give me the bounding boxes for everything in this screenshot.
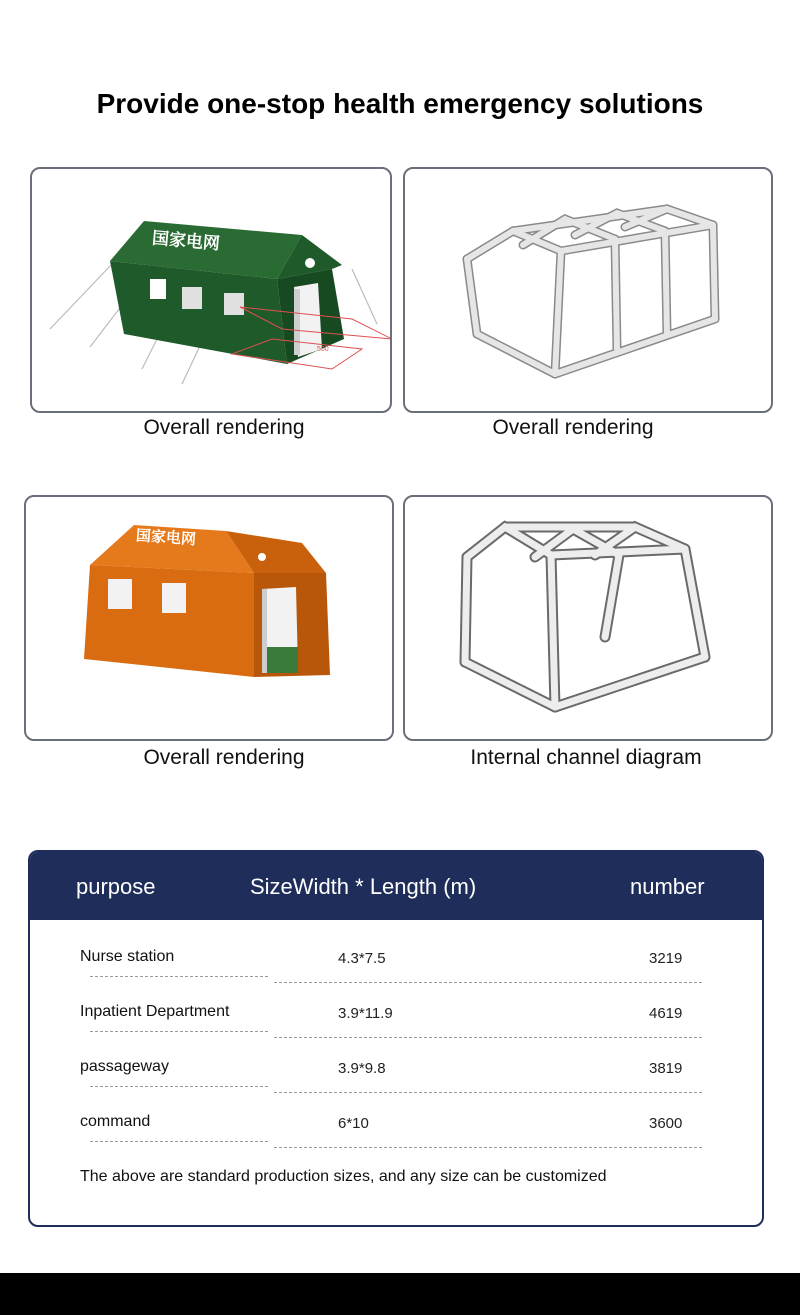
row-purpose: command [80, 1113, 151, 1130]
caption-orange-tent: Overall rendering [143, 746, 305, 769]
header-purpose: purpose [76, 874, 156, 899]
row-divider [90, 1031, 268, 1032]
row-size: 4.3*7.5 [338, 950, 386, 967]
size-table [28, 850, 764, 1227]
image-card-green-tent [30, 167, 392, 413]
row-divider [274, 1147, 702, 1148]
caption-internal-channel: Internal channel diagram [470, 746, 702, 769]
row-purpose: Nurse station [80, 948, 175, 965]
row-number: 3819 [649, 1060, 683, 1077]
image-card-short-frame [403, 495, 773, 741]
table-note: The above are standard production sizes, and any size can be customized [80, 1168, 607, 1185]
svg-text:500: 500 [317, 346, 329, 353]
long-frame-image [405, 169, 771, 411]
caption-green-tent: Overall rendering [143, 416, 305, 439]
row-size: 3.9*9.8 [338, 1060, 386, 1077]
table-row [30, 1058, 762, 1112]
row-number: 3219 [649, 950, 683, 967]
row-purpose: Inpatient Department [80, 1003, 230, 1020]
tent-lettering: 国家电网 [151, 228, 221, 255]
row-purpose: passageway [80, 1058, 169, 1075]
row-divider [274, 982, 702, 983]
row-divider [274, 1092, 702, 1093]
table-row [30, 948, 762, 1002]
green-tent-image [32, 169, 390, 411]
row-divider [90, 1086, 268, 1087]
row-number: 4619 [649, 1005, 683, 1022]
row-divider [90, 1141, 268, 1142]
bottom-bar [0, 1273, 800, 1315]
orange-tent-image [26, 497, 392, 739]
caption-long-frame: Overall rendering [492, 416, 654, 439]
page-headline: Provide one-stop health emergency solutions [96, 88, 704, 119]
tent-lettering-orange: 国家电网 [135, 526, 197, 549]
table-header [30, 852, 762, 920]
table-row [30, 1113, 762, 1167]
image-card-long-frame [403, 167, 773, 413]
row-size: 6*10 [338, 1115, 369, 1132]
header-size: SizeWidth * Length (m) [250, 874, 477, 899]
row-divider [90, 976, 268, 977]
row-size: 3.9*11.9 [338, 1005, 393, 1022]
row-divider [274, 1037, 702, 1038]
row-number: 3600 [649, 1115, 683, 1132]
table-row [30, 1003, 762, 1057]
image-card-orange-tent [24, 495, 394, 741]
internal-channel-image [405, 497, 771, 739]
header-number: number [630, 874, 705, 899]
